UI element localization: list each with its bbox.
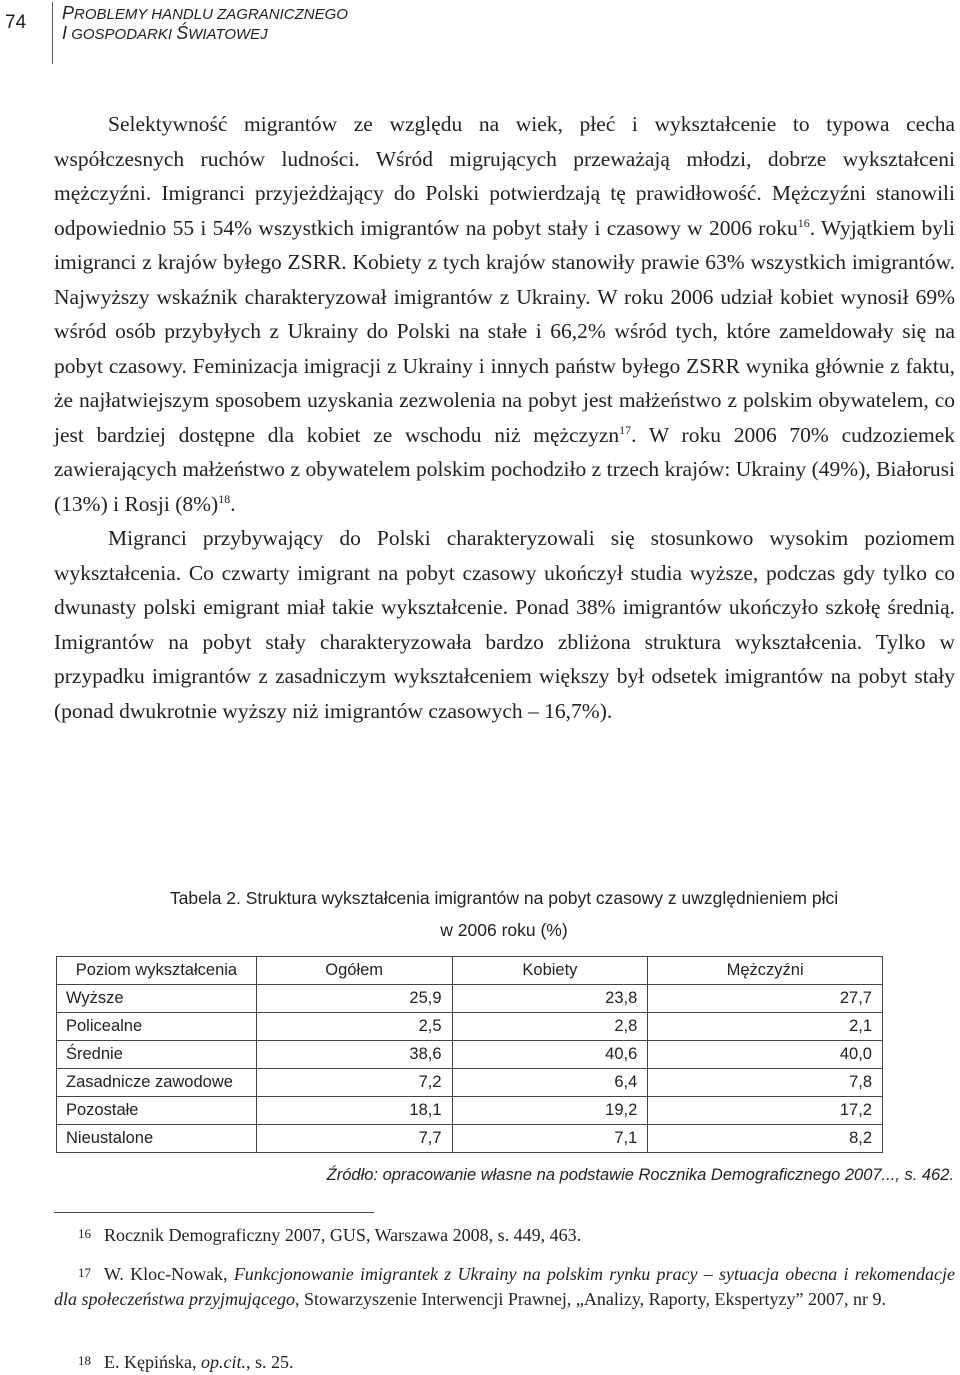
- cell-women: 40,6: [452, 1041, 648, 1069]
- cell-total: 38,6: [256, 1041, 452, 1069]
- cell-total: 2,5: [256, 1013, 452, 1041]
- cell-women: 7,1: [452, 1125, 648, 1153]
- cell-total: 7,2: [256, 1069, 452, 1097]
- running-head-text: WIATOWEJ: [188, 26, 268, 43]
- table-row: [57, 1097, 883, 1125]
- column-header: Kobiety: [452, 957, 648, 985]
- running-head-initial: P: [62, 3, 75, 23]
- running-head-initial: Ś: [176, 23, 189, 43]
- row-label: Nieustalone: [57, 1125, 257, 1153]
- paragraph-2: Migranci przybywający do Polski charakteryzowali się stosunkowo wysokim poziomem wykształcenia. Co czwarty imigrant na pobyt czasowy ukończył studia wyższe, podczas gdy tylko co dwunasty polski emigrant miał takie wykształcenie. Ponad 38% imigrantów ukończyło szkołę średnią. Imigrantów na pobyt stały charakteryzowała bardzo zbliżona struktura wykształcenia. Tylko w przypadku imigrantów z zasadniczym wykształceniem większy był odsetek imigrantów na pobyt stały (ponad dwukrotnie wyższy niż imigrantów czasowych – 16,7%).: [54, 526, 955, 723]
- cell-men: 2,1: [648, 1013, 883, 1041]
- education-table: [56, 956, 883, 1153]
- cell-men: 8,2: [648, 1125, 883, 1153]
- table-caption: [84, 882, 924, 946]
- running-head-text: GOSPODARKI: [71, 26, 177, 43]
- table-row: [57, 1013, 883, 1041]
- table-header-row: [57, 957, 883, 985]
- table-row: [57, 1069, 883, 1097]
- cell-men: 17,2: [648, 1097, 883, 1125]
- table-caption-line-1: Tabela 2. Struktura wykształcenia imigrantów na pobyt czasowy z uwzględnieniem płci: [169, 888, 839, 908]
- running-head-line-1: [62, 4, 348, 24]
- row-label: Wyższe: [57, 985, 257, 1013]
- cell-men: 40,0: [648, 1041, 883, 1069]
- footnote-number: 16: [78, 1226, 91, 1241]
- table-row: [57, 1125, 883, 1153]
- header-divider: [52, 2, 53, 64]
- footnote-citation: op.cit.: [200, 1352, 246, 1372]
- running-head-line-2: [62, 24, 348, 44]
- cell-women: 23,8: [452, 985, 648, 1013]
- row-label: Średnie: [57, 1041, 257, 1069]
- row-label: Zasadnicze zawodowe: [57, 1069, 257, 1097]
- cell-women: 19,2: [452, 1097, 648, 1125]
- table-row: [57, 985, 883, 1013]
- row-label: Policealne: [57, 1013, 257, 1041]
- footnote-number: 18: [78, 1353, 91, 1368]
- table-row: [57, 1041, 883, 1069]
- column-header: Mężczyźni: [648, 957, 883, 985]
- page-number: 74: [5, 12, 27, 33]
- footnote-title: Funkcjonowanie imigrantek z Ukrainy na polskim rynku pracy – sytuacja obecna i rekomendacje dla społeczeństwa przyjmującego: [54, 1264, 955, 1309]
- body-text: [54, 107, 955, 728]
- cell-total: 25,9: [256, 985, 452, 1013]
- running-head-text: ROBLEMY HANDLU ZAGRANICZNEGO: [74, 6, 348, 23]
- cell-women: 6,4: [452, 1069, 648, 1097]
- cell-total: 7,7: [256, 1125, 452, 1153]
- footnote-17: 17 W. Kloc-Nowak, Funkcjonowanie imigrantek z Ukrainy na polskim rynku pracy – sytuacja obecna i rekomendacje dla społeczeństwa przyjmującego, Stowarzyszenie Interwencji Prawnej, „Analizy, Raporty, Ekspertyzy” 2007, nr 9.: [54, 1260, 955, 1312]
- footnote-ref-16[interactable]: 16: [797, 215, 810, 230]
- column-header: Ogółem: [256, 957, 452, 985]
- row-label: Pozostałe: [57, 1097, 257, 1125]
- footnote-18: 18 E. Kępińska, op.cit., s. 25.: [54, 1348, 955, 1375]
- paragraph-1: Selektywność migrantów ze względu na wiek, płeć i wykształcenie to typowa cecha współczesnych ruchów ludności. Wśród migrujących przeważają młodzi, dobrze wykształceni mężczyźni. Imigranci przyjeżdżający do Polski potwierdzają tę prawidłowość. Mężczyźni stanowili odpowiednio 55 i 54% wszystkich imigrantów na pobyt stały i czasowy w 2006 roku$^{16}$. Wyjątkiem byli imigranci z krajów byłego ZSRR. Kobiety z tych krajów stanowiły prawie 63% wszystkich imigrantów. Najwyższy wskaźnik charakteryzował imigrantów z Ukrainy. W roku 2006 udział kobiet wynosił 69% wśród osób przybyłych z Ukrainy do Polski na stałe i 66,2% wśród tych, które zameldowały się na pobyt czasowy. Feminizacja imigracji z Ukrainy i innych państw byłego ZSRR wynika głównie z faktu, że najłatwiejszym sposobem uzyskania zezwolenia na pobyt jest małżeństwo z polskim obywatelem, co jest bardziej dostępne dla kobiet ze wschodu niż mężczyzn$^{17}$. W roku 2006 70% cudzoziemek zawierających małżeństwo z obywatelem polskim pochodziło z trzech krajów: Ukrainy (49%), Białorusi (13%) i Rosji $(8\%)^{18}$.: [54, 112, 955, 516]
- running-head-initial: I: [62, 23, 68, 43]
- footnote-number: 17: [78, 1265, 91, 1280]
- footnote-divider: [54, 1212, 374, 1213]
- table-source: Źródło: opracowanie własne na podstawie Rocznika Demograficznego 2007..., s. 462.: [326, 1166, 954, 1184]
- footnote-ref-17[interactable]: 17: [619, 422, 632, 437]
- footnote-ref-18[interactable]: 18: [218, 491, 231, 506]
- cell-men: 7,8: [648, 1069, 883, 1097]
- column-header: Poziom wykształcenia: [57, 957, 257, 985]
- table-caption-line-2: w 2006 roku (%): [440, 920, 568, 940]
- cell-men: 27,7: [648, 985, 883, 1013]
- running-head: [62, 4, 348, 44]
- cell-women: 2,8: [452, 1013, 648, 1041]
- cell-total: 18,1: [256, 1097, 452, 1125]
- footnote-16: 16 Rocznik Demograficzny 2007, GUS, Warszawa 2008, s. 449, 463.: [54, 1221, 955, 1248]
